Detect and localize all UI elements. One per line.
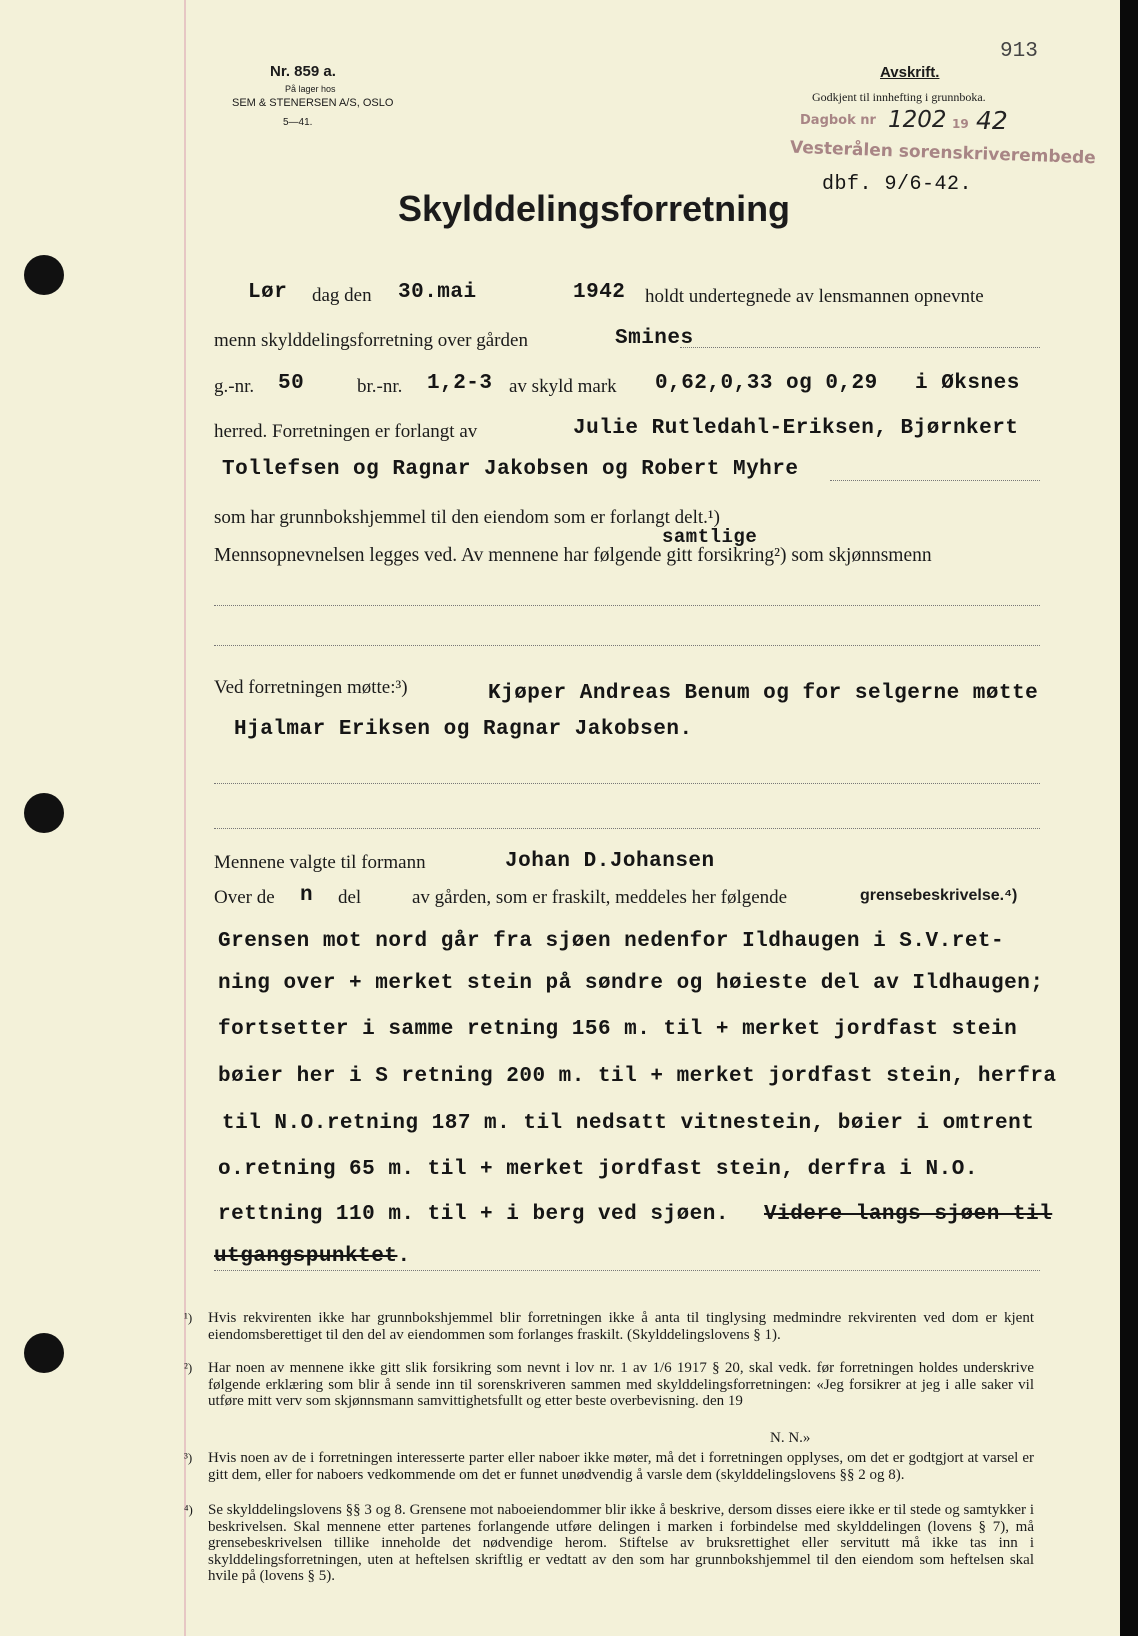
herred-label: herred. Forretningen er forlangt av [214, 421, 478, 442]
year-value: 1942 [573, 281, 626, 304]
description-line: til N.O.retning 187 m. til nedsatt vitnestein, bøier i omtrent [222, 1112, 1035, 1135]
description-line: bøier her i S retning 200 m. til + merket jordfast stein, herfra [218, 1065, 1057, 1088]
footnote-text: Hvis noen av de i forretningen interesserte parter eller naboer ikke møter, må det i forretningen opplyses, om det er godtgjort at varsel er gitt dem, eller for naboers vedkommende om det er funnet unødvendig å varsle dem (skylddelingslovens §§ 2 og 8). [208, 1450, 1034, 1483]
gnr-value: 50 [278, 372, 305, 395]
dotted-rule [680, 347, 1040, 348]
margin-rule [184, 0, 186, 1636]
requesters-line-1: Julie Rutledahl-Eriksen, Bjørnkert [573, 417, 1019, 440]
footnote [184, 1310, 1034, 1343]
publisher-line-2: SEM & STENERSEN A/S, OSLO [232, 97, 394, 109]
holdt-text: holdt undertegnede av lensmannen opnevnte [645, 286, 984, 307]
dagbok-stamp-year: 19 [952, 117, 969, 131]
dotted-rule [214, 828, 1040, 829]
samtlige-insert: samtlige [662, 526, 758, 548]
description-line: ning over + merket stein på søndre og høieste del av Ildhaugen; [218, 972, 1044, 995]
dagbok-number: 1202 [888, 107, 947, 133]
avskrift-label: Avskrift. [880, 64, 940, 81]
struck-text: utgangspunktet [214, 1245, 398, 1268]
fraskilt-text: av gården, som er fraskilt, meddeles her følgende [412, 887, 788, 908]
menn-label: menn skylddelingsforretning over gården [214, 330, 528, 351]
godkjent-text: Godkjent til innhefting i grunnboka. [812, 90, 986, 104]
mennsopnevnelsen-text: Mennsopnevnelsen legges ved. Av mennene har følgende gitt forsikring²) som skjønnsmenn [214, 545, 932, 566]
footnote-text: Se skylddelingslovens §§ 3 og 8. Grensene mot naboeiendommer blir ikke å beskrive, dersom disses eiere ikke er til stede og samtykker i beskrivelsen. Skal mennene etter partenes forlangende utføre delingen i marken i forbindelse med skylddelingen (lovens § 7), må grensebeskrivelsen tillike inneholde det nødvendige herom. Stiftelse av bruksrettighet eller servitutt må ikke tas inn i skylddelingsforretningen, uten at heftelsen skriftlig er vedtatt av den som har grunnbokshjemmel til den eiendom som heftelsen skal hvile på (lovens § 5). [208, 1502, 1034, 1584]
gnr-label: g.-nr. [214, 376, 255, 397]
punch-hole [24, 255, 64, 295]
mote-label: Ved forretningen møtte:³) [214, 677, 408, 698]
punch-hole [24, 793, 64, 833]
form-edition: 5—41. [283, 117, 313, 128]
struck-tail: . [397, 1245, 411, 1268]
bnr-label: br.-nr. [357, 376, 403, 397]
description-line: fortsetter i samme retning 156 m. til + merket jordfast stein [218, 1018, 1018, 1041]
struck-text: Videre langs sjøen til [764, 1203, 1053, 1226]
footnote [184, 1450, 1034, 1483]
footnote-number: ³) [184, 1450, 193, 1465]
dag-den-label: dag den [312, 285, 372, 306]
punch-hole [24, 1333, 64, 1373]
municipality-value: i Øksnes [915, 372, 1020, 395]
publisher-line-1: På lager hos [285, 84, 336, 94]
dotted-rule [830, 480, 1040, 481]
document-title: Skylddelingsforretning [398, 188, 791, 229]
description-line: o.retning 65 m. til + merket jordfast stein, derfra i N.O. [218, 1158, 978, 1181]
nn-signature: N. N.» [770, 1430, 811, 1446]
description-line: Grensen mot nord går fra sjøen nedenfor Ildhaugen i S.V.ret- [218, 930, 1005, 953]
dotted-rule [214, 783, 1040, 784]
page-number: 913 [1000, 40, 1038, 63]
footnote-number: ¹) [184, 1310, 193, 1325]
office-stamp: Vesterålen sorenskriverembede [789, 137, 1097, 169]
struck-line [214, 1245, 411, 1268]
dagbok-stamp-label: Dagbok nr [800, 113, 876, 128]
formann-value: Johan D.Johansen [505, 850, 715, 873]
weekday-value: Lør [248, 281, 288, 304]
footnote [184, 1502, 1034, 1585]
over-de-label: Over de [214, 887, 275, 908]
form-number: Nr. 859 a. [270, 63, 336, 80]
footnote-number: ⁴) [184, 1502, 193, 1517]
footnote [184, 1360, 1034, 1410]
skyld-value: 0,62,0,33 og 0,29 [655, 372, 878, 395]
footnote-text: Har noen av mennene ikke gitt slik forsikring som nevnt i lov nr. 1 av 1/6 1917 § 20, skal vedk. før forretningen holdes underskrive følgende erklæring som blir å sende inn til sorenskriveren sammen med skylddelingsforretningen: «Jeg forsikrer at jeg i alle saker vil utføre mitt verv som skjønnsmann samvittighetsfullt og etter beste overbevisning. den 19 [208, 1360, 1034, 1409]
mote-line-1: Kjøper Andreas Benum og for selgerne møtte [488, 682, 1039, 705]
bnr-value: 1,2-3 [427, 372, 493, 395]
dbf-date: dbf. 9/6-42. [822, 173, 973, 196]
mote-line-2: Hjalmar Eriksen og Ragnar Jakobsen. [234, 718, 693, 741]
footnote-text: Hvis rekvirenten ikke har grunnbokshjemmel blir forretningen ikke å anta til tinglysing medmindre rekvirenten ved dom er kjent eiendomsberettiget til den del av eiendommen som forlanges fraskilt. (Skylddelingslovens § 1). [208, 1310, 1034, 1343]
dotted-rule [214, 645, 1040, 646]
formann-label: Mennene valgte til formann [214, 852, 426, 873]
del-label: del [338, 887, 362, 908]
footnote-number: ²) [184, 1360, 193, 1375]
date-value: 30.mai [398, 281, 477, 304]
grensebeskrivelse-label: grensebeskrivelse.⁴) [860, 887, 1018, 904]
dotted-rule [214, 605, 1040, 606]
hjemmel-text: som har grunnbokshjemmel til den eiendom som er forlangt delt.¹) [214, 507, 720, 528]
dagbok-year: 42 [976, 106, 1008, 135]
del-letter: n [300, 884, 314, 907]
requesters-line-2: Tollefsen og Ragnar Jakobsen og Robert Myhre [222, 458, 799, 481]
farm-value: Smines [615, 327, 694, 350]
description-line: rettning 110 m. til + i berg ved sjøen. [218, 1203, 729, 1226]
dotted-rule [214, 1270, 1040, 1271]
skyld-label: av skyld mark [509, 376, 617, 397]
